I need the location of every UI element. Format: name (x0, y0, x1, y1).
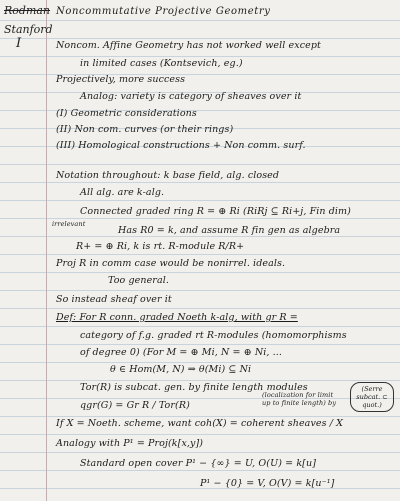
text-line: If X = Noeth. scheme, want coh(X) = coherent sheaves / X (56, 418, 344, 429)
page-rule (0, 182, 400, 183)
page-rule (0, 308, 400, 309)
text-line: Analogy with P¹ = Proj(k[x,y]) (56, 438, 204, 449)
text-line: Notation throughout: k base field, alg. closed (56, 170, 280, 181)
page-rule (0, 56, 400, 57)
page-rule (0, 290, 400, 291)
margin-line (46, 0, 47, 501)
text-line: P¹ − {0} = V, O(V) = k[u⁻¹] (200, 478, 335, 489)
text-line: qgr(G) = Gr R / Tor(R) (80, 400, 190, 411)
margin-numeral: I (16, 36, 22, 51)
text-line: Proj R in comm case would be nonirrel. ideals. (56, 258, 286, 269)
page-rule (0, 164, 400, 165)
text-line: All alg. are k-alg. (80, 187, 165, 198)
text-line: Analog: variety is category of sheaves over it (80, 91, 302, 102)
text-line: category of f.g. graded rt R-modules (homomorphisms (80, 330, 347, 341)
page-rule (0, 344, 400, 345)
text-line: Def: For R conn. graded Noeth k-alg, with gr R = (56, 312, 298, 323)
text-line: Projectively, more success (56, 74, 186, 85)
text-line: Has R0 = k, and assume R fin gen as algebra (118, 225, 341, 236)
margin-annotation: irrelevant (52, 220, 86, 228)
margin-annotation: up to finite length) by (262, 399, 337, 407)
page-rule (0, 470, 400, 471)
text-line: θ ∈ Hom(M, N) ⇒ θ(Mi) ⊆ Ni (110, 364, 252, 375)
margin-struck-word: Rodman (4, 4, 51, 17)
page-rule (0, 380, 400, 381)
text-line: (II) Non com. curves (or their rings) (56, 124, 234, 135)
page-rule (0, 452, 400, 453)
text-line: in limited cases (Kontsevich, eg.) (80, 58, 243, 69)
text-line: of degree 0) (For M = ⊕ Mi, N = ⊕ Ni, ... (80, 347, 283, 358)
page-rule (0, 200, 400, 201)
text-line: So instead sheaf over it (56, 294, 172, 305)
margin-place: Stanford (4, 23, 53, 36)
text-line: Standard open cover P¹ − {∞} = U, O(U) = k[u] (80, 458, 317, 469)
serre-note: (Serre subcat. ⊂ quot.) (350, 382, 394, 412)
page-rule (0, 218, 400, 219)
page-rule (0, 20, 400, 21)
text-line: (III) Homological constructions + Non comm. surf. (56, 140, 306, 151)
page-rule (0, 416, 400, 417)
margin-annotation: (localization for limit (262, 391, 334, 399)
page-rule (0, 38, 400, 39)
text-line: Connected graded ring R = ⊕ Ri (RiRj ⊆ Ri+j, Fin dim) (80, 206, 351, 217)
page-rule (0, 272, 400, 273)
page-title: Noncommutative Projective Geometry (56, 6, 271, 17)
page-rule (0, 326, 400, 327)
page-rule (0, 254, 400, 255)
text-line: Tor(R) is subcat. gen. by finite length modules (80, 382, 308, 393)
text-line: Noncom. Affine Geometry has not worked well except (56, 40, 321, 51)
page-rule (0, 434, 400, 435)
text-line: (I) Geometric considerations (56, 108, 197, 119)
page-rule (0, 362, 400, 363)
text-line: Too general. (108, 275, 169, 286)
text-line: R+ = ⊕ Ri, k is rt. R-module R/R+ (76, 241, 245, 252)
page-rule (0, 398, 400, 399)
